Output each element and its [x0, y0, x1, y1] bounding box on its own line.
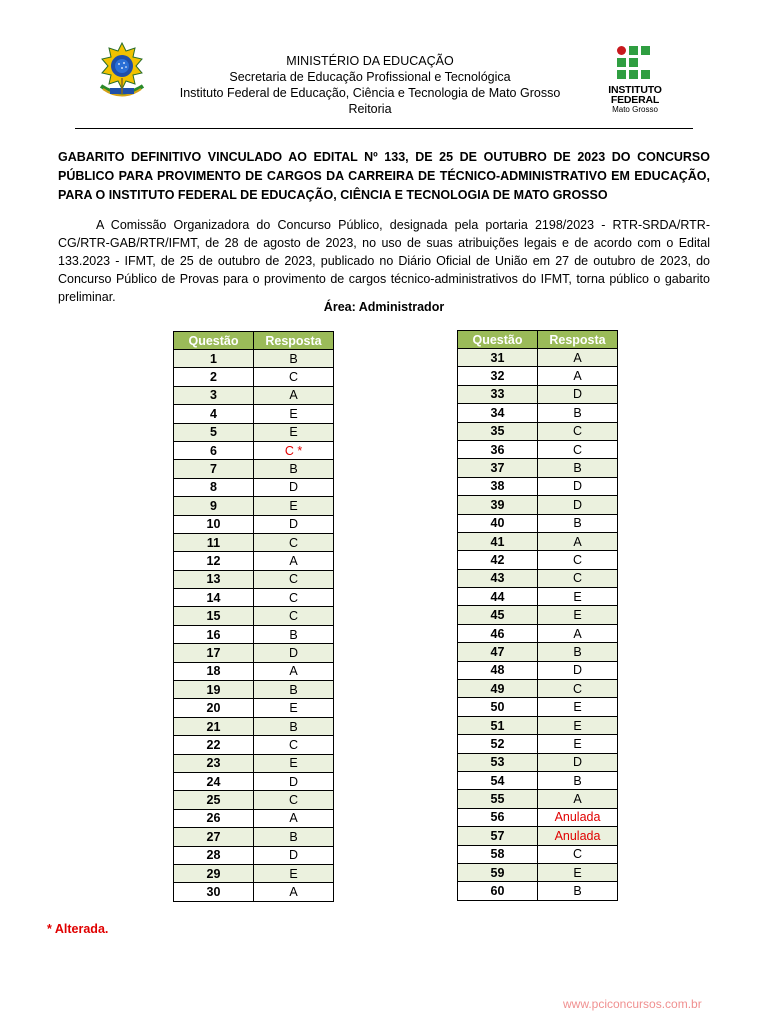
answer-value: D: [538, 753, 618, 771]
question-number: 44: [458, 588, 538, 606]
question-number: 49: [458, 680, 538, 698]
answer-value: C: [538, 440, 618, 458]
question-number: 29: [174, 864, 254, 882]
answer-value: D: [254, 846, 334, 864]
answer-value: D: [538, 496, 618, 514]
question-number: 46: [458, 624, 538, 642]
table-row: [458, 477, 618, 495]
table-row: [458, 845, 618, 863]
answer-value: A: [254, 662, 334, 680]
table-row: [174, 570, 334, 588]
table-row: [458, 459, 618, 477]
question-number: 16: [174, 625, 254, 643]
answer-value: E: [254, 423, 334, 441]
table-row: [174, 883, 334, 901]
table-row: [174, 589, 334, 607]
brazil-coat-of-arms-emblem: [93, 42, 151, 102]
answer-value: Anulada: [538, 827, 618, 845]
table-row: [174, 754, 334, 772]
institution-header: [160, 53, 580, 117]
table-row: [174, 625, 334, 643]
table-row: [458, 698, 618, 716]
table-row: [174, 846, 334, 864]
table-row: [458, 753, 618, 771]
table-row: [458, 808, 618, 826]
answer-value: E: [538, 588, 618, 606]
question-number: 12: [174, 552, 254, 570]
question-number: 56: [458, 808, 538, 826]
question-number: 15: [174, 607, 254, 625]
answer-value: E: [254, 405, 334, 423]
document-title: GABARITO DEFINITIVO VINCULADO AO EDITAL Nº 133, DE 25 DE OUTUBRO DE 2023 DO CONCURSO PÚBLICO PARA PROVIMENTO DE CARGOS DA CARREIRA DE TÉCNICO-ADMINISTRATIVO EM EDUCAÇÃO, PARA O INSTITUTO FEDERAL DE EDUCAÇÃO, CIÊNCIA E TECNOLOGIA DE MATO GROSSO: [58, 150, 710, 202]
answer-value: A: [254, 809, 334, 827]
table-row: [174, 497, 334, 515]
answer-value: C *: [254, 441, 334, 459]
table-row: [458, 863, 618, 881]
table-row: [174, 736, 334, 754]
table-row: [458, 882, 618, 900]
question-number: 42: [458, 551, 538, 569]
question-number: 57: [458, 827, 538, 845]
table-row: [458, 735, 618, 753]
answer-value: B: [254, 681, 334, 699]
question-number: 43: [458, 569, 538, 587]
answer-value: E: [254, 754, 334, 772]
watermark-url: www.pciconcursos.com.br: [563, 997, 702, 1011]
answer-value: A: [254, 883, 334, 901]
table-row: [458, 404, 618, 422]
table-row: [174, 386, 334, 404]
column-header-question: Questão: [174, 332, 254, 350]
table-row: [458, 661, 618, 679]
area-heading: Área: Administrador: [323, 300, 445, 314]
question-number: 40: [458, 514, 538, 532]
table-row: [458, 367, 618, 385]
table-row: [174, 478, 334, 496]
question-number: 36: [458, 440, 538, 458]
table-row: [174, 350, 334, 368]
table-row: [458, 827, 618, 845]
question-number: 2: [174, 368, 254, 386]
question-number: 20: [174, 699, 254, 717]
question-number: 10: [174, 515, 254, 533]
answer-value: D: [254, 772, 334, 790]
answer-value: A: [538, 349, 618, 367]
header-rectory: Reitoria: [348, 102, 392, 116]
ifmt-logo-title-1: INSTITUTO: [608, 84, 662, 96]
question-number: 5: [174, 423, 254, 441]
question-number: 58: [458, 845, 538, 863]
header-divider: [75, 128, 693, 129]
header-institute: Instituto Federal de Educação, Ciência e Tecnologia de Mato Grosso: [179, 86, 561, 100]
answer-value: B: [538, 404, 618, 422]
question-number: 54: [458, 771, 538, 789]
ifmt-logo-title-2: FEDERAL: [610, 94, 660, 106]
question-number: 59: [458, 863, 538, 881]
answer-value: B: [254, 350, 334, 368]
column-header-question: Questão: [458, 331, 538, 349]
table-row: [458, 496, 618, 514]
question-number: 18: [174, 662, 254, 680]
answer-value: E: [538, 863, 618, 881]
table-row: [174, 441, 334, 459]
table-row: [458, 771, 618, 789]
question-number: 51: [458, 716, 538, 734]
table-row: [174, 607, 334, 625]
question-number: 28: [174, 846, 254, 864]
question-number: 24: [174, 772, 254, 790]
question-number: 60: [458, 882, 538, 900]
answer-table-left: [173, 331, 334, 902]
answer-value: A: [538, 532, 618, 550]
answer-value: C: [254, 368, 334, 386]
answer-value: C: [254, 570, 334, 588]
answer-value: C: [538, 569, 618, 587]
answer-value: C: [254, 589, 334, 607]
question-number: 41: [458, 532, 538, 550]
ifmt-logo-grid-icon: [617, 46, 650, 82]
table-row: [458, 440, 618, 458]
question-number: 4: [174, 405, 254, 423]
answer-value: B: [254, 460, 334, 478]
answer-value: A: [538, 367, 618, 385]
question-number: 34: [458, 404, 538, 422]
table-row: [458, 624, 618, 642]
table-row: [458, 680, 618, 698]
table-row: [458, 606, 618, 624]
answer-value: B: [254, 828, 334, 846]
header-secretariat: Secretaria de Educação Profissional e Tecnológica: [229, 70, 511, 84]
question-number: 22: [174, 736, 254, 754]
answer-value: B: [254, 717, 334, 735]
answer-value: B: [254, 625, 334, 643]
answer-value: B: [538, 643, 618, 661]
table-row: [174, 828, 334, 846]
answer-value: E: [538, 716, 618, 734]
table-row: [174, 809, 334, 827]
answer-value: D: [254, 515, 334, 533]
answer-value: C: [538, 422, 618, 440]
table-row: [174, 662, 334, 680]
question-number: 39: [458, 496, 538, 514]
answer-value: C: [254, 736, 334, 754]
answer-value: D: [254, 644, 334, 662]
question-number: 1: [174, 350, 254, 368]
column-header-answer: Resposta: [254, 332, 334, 350]
table-row: [458, 790, 618, 808]
table-row: [174, 699, 334, 717]
question-number: 52: [458, 735, 538, 753]
answer-value: D: [538, 661, 618, 679]
table-row: [458, 551, 618, 569]
question-number: 26: [174, 809, 254, 827]
table-row: [174, 717, 334, 735]
table-row: [174, 552, 334, 570]
question-number: 47: [458, 643, 538, 661]
table-row: [174, 460, 334, 478]
table-row: [458, 569, 618, 587]
table-row: [174, 405, 334, 423]
question-number: 33: [458, 385, 538, 403]
answer-value: C: [538, 551, 618, 569]
ifmt-logo-subtitle: Mato Grosso: [612, 105, 658, 114]
table-row: [174, 644, 334, 662]
question-number: 50: [458, 698, 538, 716]
table-row: [174, 681, 334, 699]
answer-value: E: [254, 864, 334, 882]
table-row: [458, 643, 618, 661]
table-row: [458, 422, 618, 440]
answer-value: C: [254, 533, 334, 551]
question-number: 17: [174, 644, 254, 662]
answer-value: E: [254, 497, 334, 515]
question-number: 31: [458, 349, 538, 367]
answer-value: E: [254, 699, 334, 717]
table-row: [174, 772, 334, 790]
answer-value: C: [254, 791, 334, 809]
question-number: 53: [458, 753, 538, 771]
answer-value: E: [538, 606, 618, 624]
question-number: 25: [174, 791, 254, 809]
question-number: 19: [174, 681, 254, 699]
question-number: 7: [174, 460, 254, 478]
answer-table-right: [457, 330, 618, 901]
header-ministry: MINISTÉRIO DA EDUCAÇÃO: [286, 54, 454, 68]
column-header-answer: Resposta: [538, 331, 618, 349]
answer-value: A: [538, 790, 618, 808]
table-row: [174, 864, 334, 882]
table-row: [458, 349, 618, 367]
answer-value: A: [538, 624, 618, 642]
answer-value: B: [538, 882, 618, 900]
question-number: 30: [174, 883, 254, 901]
table-row: [174, 533, 334, 551]
question-number: 32: [458, 367, 538, 385]
table-row: [174, 791, 334, 809]
question-number: 11: [174, 533, 254, 551]
question-number: 13: [174, 570, 254, 588]
answer-value: C: [538, 845, 618, 863]
ifmt-logo: [596, 43, 674, 119]
question-number: 27: [174, 828, 254, 846]
table-row: [458, 385, 618, 403]
altered-note: * Alterada.: [47, 922, 109, 936]
answer-value: C: [254, 607, 334, 625]
table-row: [458, 588, 618, 606]
question-number: 21: [174, 717, 254, 735]
answer-value: B: [538, 771, 618, 789]
question-number: 38: [458, 477, 538, 495]
answer-value: B: [538, 514, 618, 532]
question-number: 45: [458, 606, 538, 624]
answer-value: Anulada: [538, 808, 618, 826]
answer-value: E: [538, 735, 618, 753]
table-row: [458, 532, 618, 550]
question-number: 48: [458, 661, 538, 679]
table-row: [458, 514, 618, 532]
table-row: [458, 716, 618, 734]
answer-value: B: [538, 459, 618, 477]
answer-value: A: [254, 552, 334, 570]
question-number: 14: [174, 589, 254, 607]
answer-value: E: [538, 698, 618, 716]
answer-value: C: [538, 680, 618, 698]
question-number: 35: [458, 422, 538, 440]
table-row: [174, 368, 334, 386]
answer-value: D: [538, 385, 618, 403]
answer-value: D: [538, 477, 618, 495]
question-number: 8: [174, 478, 254, 496]
answer-value: D: [254, 478, 334, 496]
question-number: 3: [174, 386, 254, 404]
question-number: 6: [174, 441, 254, 459]
question-number: 37: [458, 459, 538, 477]
question-number: 55: [458, 790, 538, 808]
question-number: 9: [174, 497, 254, 515]
question-number: 23: [174, 754, 254, 772]
answer-value: A: [254, 386, 334, 404]
table-row: [174, 423, 334, 441]
table-row: [174, 515, 334, 533]
intro-paragraph: A Comissão Organizadora do Concurso Público, designada pela portaria 2198/2023 - RTR-SRDA/RTR-CG/RTR-GAB/RTR/IFMT, de 28 de agosto de 2023, no uso de suas atribuições legais e de acordo com o Edital 133.2023 - IFMT, de 25 de outubro de 2023, publicado no Diário Oficial de União em 27 de outubro de 2023, do Concurso Público de Provas para o provimento de cargos técnico-administrativos do IFMT, torna público o gabarito preliminar.: [58, 218, 710, 304]
